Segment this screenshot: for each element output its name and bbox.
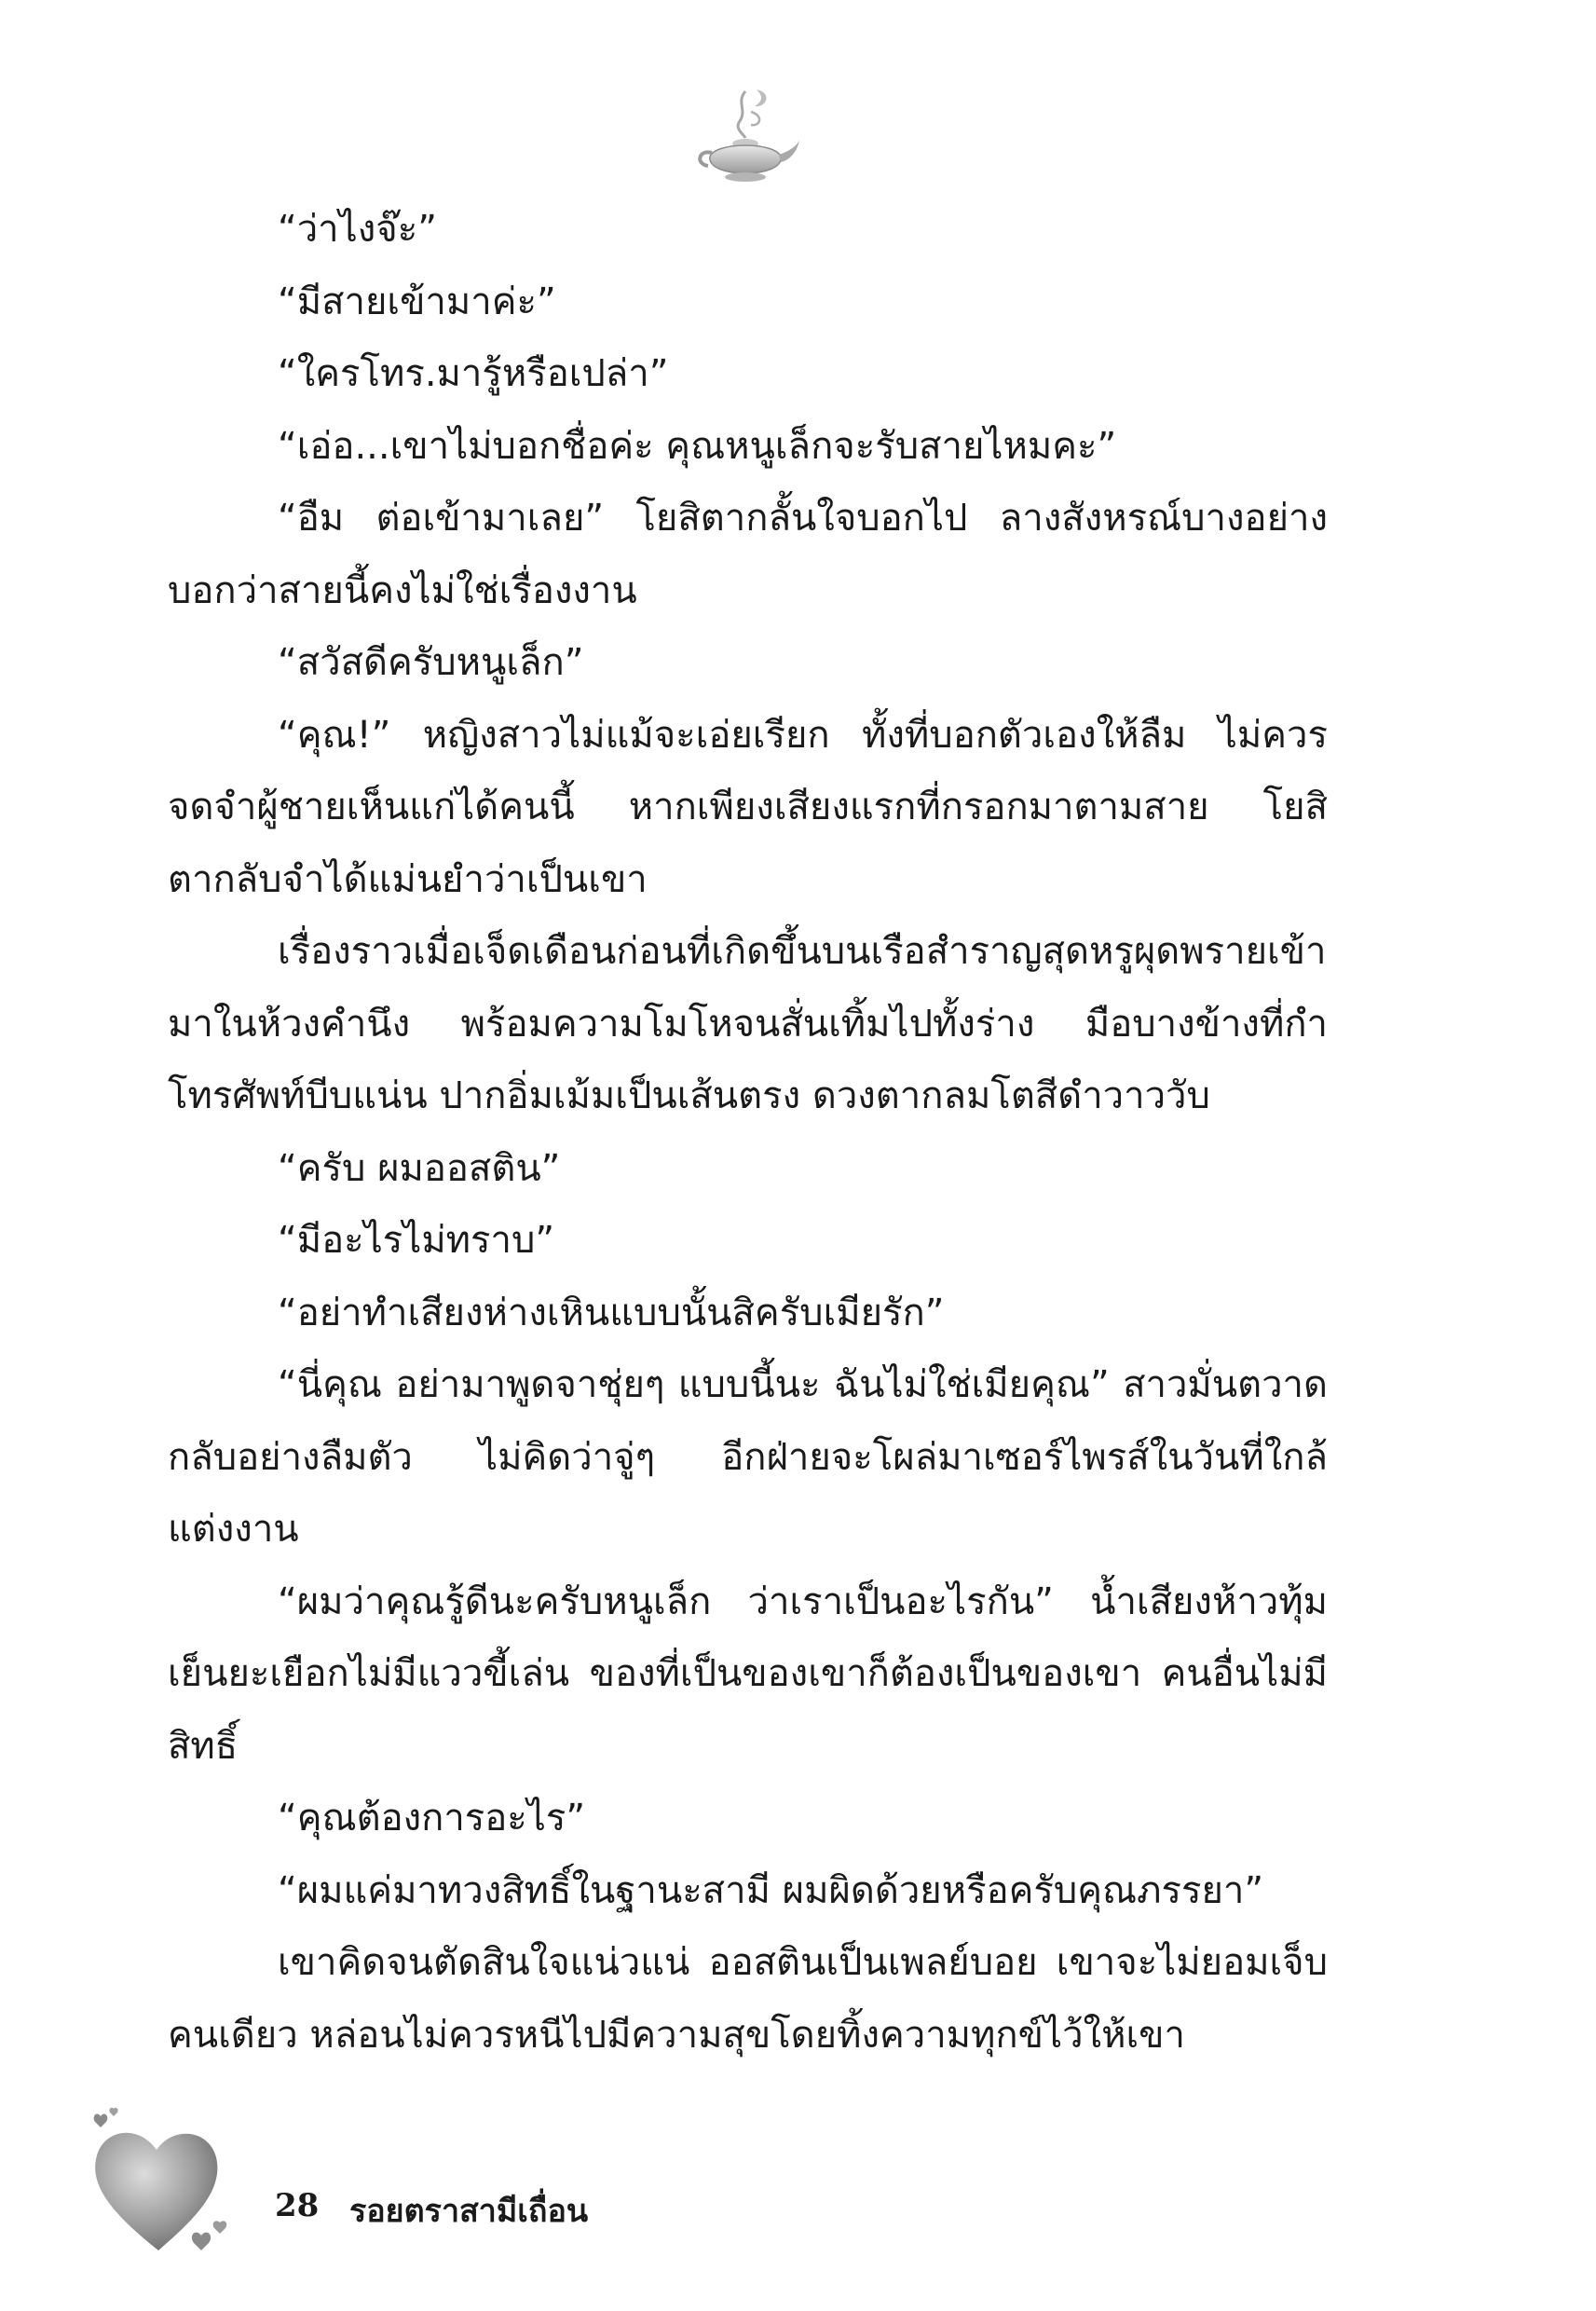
paragraph: “มีสายเข้ามาค่ะ”: [278, 280, 556, 323]
paragraph: “มีอะไรไม่ทราบ”: [278, 1219, 555, 1262]
body-text: [168, 194, 1328, 2072]
paragraph: “ครับ ผมออสติน”: [278, 1146, 561, 1190]
hearts-icon: [84, 2101, 298, 2278]
paragraph: เรื่องราวเมื่อเจ็ดเดือนก่อนที่เกิดขึ้นบนเรือสำราญสุดหรูผุดพรายเข้ามาในห้วงคำนึง พร้อมความโมโหจนสั่นเทิ้มไปทั้งร่าง มือบางข้างที่กำโทรศัพท์บีบแน่น ปากอิ่มเม้มเป็นเส้นตรง ดวงตากลมโตสีดำวาววับ: [168, 930, 1328, 1117]
paragraph: “อืม ต่อเข้ามาเลย” โยสิตากลั้นใจบอกไป ลางสังหรณ์บางอย่างบอกว่าสายนี้คงไม่ใช่เรื่องงาน: [168, 497, 1328, 612]
paragraph: “ผมว่าคุณรู้ดีนะครับหนูเล็ก ว่าเราเป็นอะไรกัน” น้ำเสียงห้าวทุ้มเย็นยะเยือกไม่มีแววขี้เล่น ของที่เป็นของเขาก็ต้องเป็นของเขา คนอื่นไม่มีสิทธิ์: [168, 1579, 1328, 1768]
paragraph: เขาคิดจนตัดสินใจแน่วแน่ ออสตินเป็นเพลย์บอย เขาจะไม่ยอมเจ็บคนเดียว หล่อนไม่ควรหนีไปมีความสุขโดยทิ้งความทุกข์ไว้ให้เขา: [168, 1941, 1328, 2057]
paragraph: “คุณ!” หญิงสาวไม่แม้จะเอ่ยเรียก ทั้งที่บอกตัวเองให้ลืม ไม่ควรจดจำผู้ชายเห็นแก่ได้คนนี้ หากเพียงเสียงแรกที่กรอกมาตามสาย โยสิตากลับจำได้แม่นยำว่าเป็นเขา: [168, 713, 1328, 901]
paragraph: “อย่าทำเสียงห่างเหินแบบนั้นสิครับเมียรัก”: [278, 1291, 945, 1334]
paragraph: “เอ่อ...เขาไม่บอกชื่อค่ะ คุณหนูเล็กจะรับสายไหมคะ”: [278, 424, 1117, 468]
paragraph: “สวัสดีครับหนูเล็ก”: [278, 641, 584, 684]
paragraph: “ว่าไงจ๊ะ”: [278, 208, 437, 251]
paragraph: “นี่คุณ อย่ามาพูดจาชุ่ยๆ แบบนี้นะ ฉันไม่ใช่เมียคุณ” สาวมั่นตวาดกลับอย่างลืมตัว ไม่คิดว่าจู่ๆ อีกฝ่ายจะโผล่มาเซอร์ไพรส์ในวันที่ใกล้แต่งงาน: [168, 1363, 1328, 1551]
genie-lamp-icon: [689, 84, 801, 186]
page-footer: [84, 2101, 736, 2278]
page-number: 28: [275, 2187, 320, 2224]
paragraph: “ใครโทร.มารู้หรือเปล่า”: [278, 352, 669, 395]
paragraph: “คุณต้องการอะไร”: [278, 1797, 586, 1839]
book-title: รอยตราสามีเถื่อน: [349, 2193, 589, 2230]
paragraph: “ผมแค่มาทวงสิทธิ์ในฐานะสามี ผมผิดด้วยหรือครับคุณภรรยา”: [278, 1868, 1264, 1912]
